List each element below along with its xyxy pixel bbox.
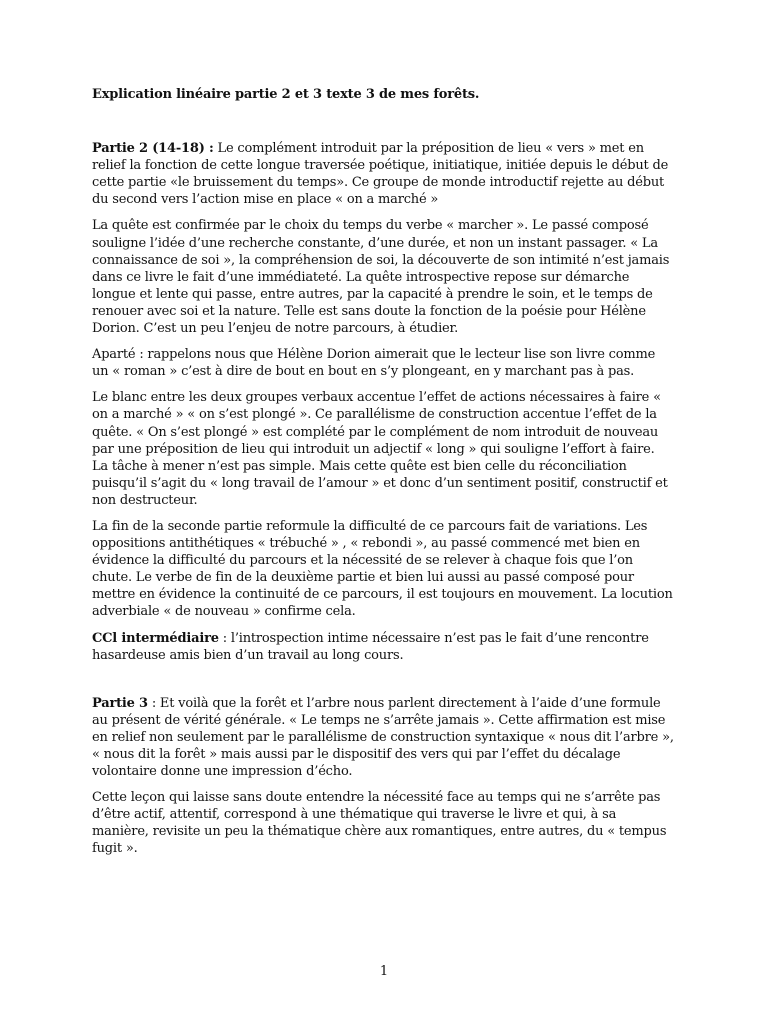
partie2-heading: Partie 2 (14-18) : (92, 141, 214, 157)
partie2-paragraph-5: La fin de la seconde partie reformule la difficulté de ce parcours fait de variations. Les oppositions antithétiques « trébuché » , « rebondi », au passé commencé met bien en évidence la difficulté du parcours et la nécessité de se relever à chaque fois que l’on chute. Le verbe de fin de la deuxième partie et bien lui aussi au passé composé pour mettre en évidence la continuité de ce parcours, il est toujours en mouvement. La locution adverbiale « de nouveau » confirme cela. (92, 518, 673, 620)
document-title: Explication linéaire partie 2 et 3 texte 3 de mes forêts. (92, 87, 480, 102)
partie2-text-1: Le complément introduit par la préposition de lieu « vers » met en relief la fonction de cette longue traversée poétique, initiatique, initiée depuis le début de cette partie «le bruissement du temps». Ce groupe de monde introductif rejette au début du second vers l’action mise en place « on a marché » (92, 141, 669, 208)
partie3-heading: Partie 3 (92, 695, 148, 711)
partie3-text-1: : Et voilà que la forêt et l’arbre nous parlent directement à l’aide d’une formule au présent de vérité générale. « Le temps ne s’arrête jamais ». Cette affirmation est mise en relief non seulement par le parallélisme de construction syntaxique « nous dit l’arbre », « nous dit la forêt » mais aussi par le dispositif des vers qui par l’effet du décalage volontaire donne une impression d’écho. (92, 695, 674, 780)
document-body (92, 86, 674, 867)
partie3-paragraph-1 (92, 695, 674, 780)
cci-text: : l’introspection intime nécessaire n’est pas le fait d’une rencontre hasardeuse amis bien d’un travail au long cours. (92, 630, 649, 663)
cci-label: CCl intermédiaire (92, 630, 219, 646)
partie2-paragraph-2: La quête est confirmée par le choix du temps du verbe « marcher ». Le passé composé souligne l’idée d’une recherche constante, d’une durée, et non un instant passager. « La connaissance de soi », la compréhension de soi, la découverte de son intimité n’est jamais dans ce livre le fait d’une immédiateté. La quête introspective repose sur démarche longue et lente qui passe, entre autres, par la capacité à prendre le soin, et le temps de renouer avec soi et la nature. Telle est sans doute la fonction de la poésie pour Hélène Dorion. C’est un peu l’enjeu de notre parcours, à étudier. (92, 218, 670, 337)
partie2-paragraph-4: Le blanc entre les deux groupes verbaux accentue l’effet de actions nécessaires à faire « on a marché » « on s’est plongé ». Ce parallélisme de construction accentue l’effet de la quête. « On s’est plongé » est complété par le complément de nom introduit de nouveau par une préposition de lieu qui introduit un adjectif « long » qui souligne l’effort à faire. La tâche à mener n’est pas simple. Mais cette quête est bien celle du réconciliation puisqu’il s’agit du « long travail de l’amour » et donc d’un sentiment positif, constructif et non destructeur. (92, 390, 668, 508)
partie2-paragraph-1 (92, 140, 674, 208)
partie2-paragraph-3: Aparté : rappelons nous que Hélène Dorion aimerait que le lecteur lise son livre comme un « roman » c’est à dire de bout en bout en s’y plongeant, en y marchant pas à pas. (92, 347, 656, 380)
partie3-paragraph-2: Cette leçon qui laisse sans doute entendre la nécessité face au temps qui ne s’arrête pas d’être actif, attentif, correspond à une thématique qui traverse le livre et qui, à sa manière, revisite un peu la thématique chère aux romantiques, entre autres, du « tempus fugit ». (92, 790, 667, 857)
page-number: 1 (379, 964, 389, 979)
cci-paragraph (92, 630, 674, 664)
